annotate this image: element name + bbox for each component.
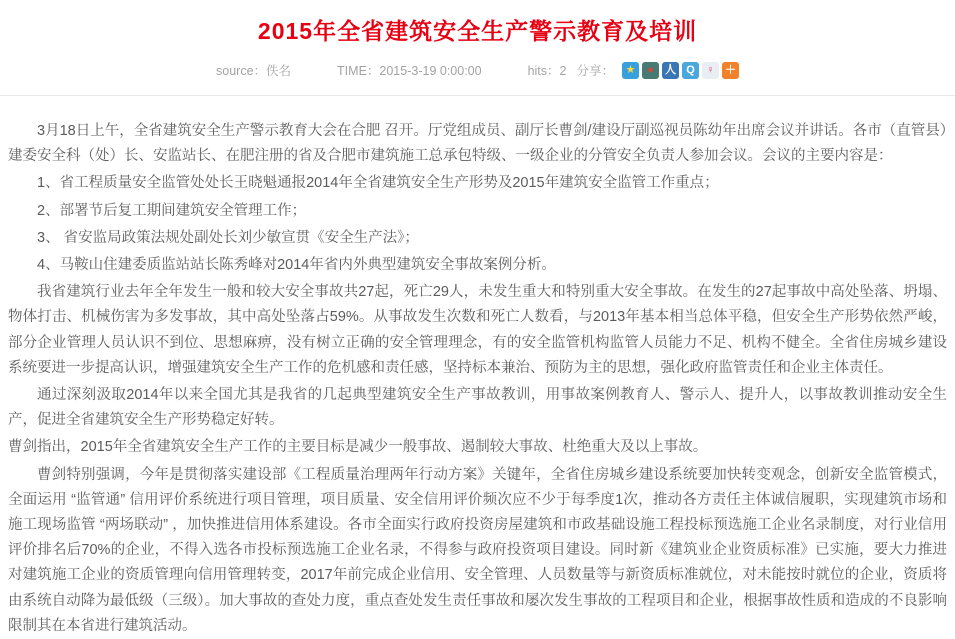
meta-hits	[528, 61, 567, 79]
share-label: 分享：	[576, 64, 614, 78]
paragraph: 3、 省安监局政策法规处副处长刘少敏宣贯《安全生产法》；	[37, 229, 419, 246]
qzone-star-share-icon[interactable]: ★	[622, 62, 639, 79]
meta-time	[337, 61, 482, 79]
source-label: source：	[216, 64, 267, 78]
meta-source	[216, 61, 291, 79]
renren-share-icon[interactable]: 人	[662, 62, 679, 79]
article-meta	[10, 61, 945, 79]
tencent-weibo-share-icon[interactable]: Q	[682, 62, 699, 79]
time-label: TIME：	[337, 64, 380, 78]
paragraph: 3月18日上午，全省建筑安全生产警示教育大会在合肥 召开。厅党组成员、副厅长曹剑/建设厅副巡视员陈幼年出席会议并讲话。各市（直管县）建委安全科（处）长、安监站长、在肥注册的省及合肥市建筑施工总承包特级、一级企业的分管安全负责人参加会议。会议的主要内容是：	[8, 123, 947, 165]
source-value: 佚名	[266, 64, 292, 78]
more-share-icon[interactable]: ＋	[722, 62, 739, 79]
sina-weibo-share-icon[interactable]: ●	[642, 62, 659, 79]
time-value: 2015-3-19 0:00:00	[379, 64, 482, 78]
article-body	[0, 96, 955, 639]
article-header	[0, 0, 955, 96]
page-title: 2015年全省建筑安全生产警示教育及培训	[257, 18, 698, 44]
paragraph: 4、马鞍山住建委质监站站长陈秀峰对2014年省内外典型建筑安全事故案例分析。	[37, 257, 556, 274]
share-icon-group	[622, 62, 739, 79]
paragraph: 我省建筑行业去年全年发生一般和较大安全事故共27起，死亡29人，未发生重大和特别重大安全事故。在发生的27起事故中高处坠落、坍塌、物体打击、机械伤害为多发事故，其中高处坠落占59%。从事故发生次数和死亡人数看，与2013年基本相当总体平稳，但安全生产形势依然严峻，部分企业管理人员认识不到位、思想麻痹，没有树立正确的安全管理理念，有的安全监管机构监管人员能力不足、机构不健全。全省住房城乡建设系统要进一步提高认识，增强建筑安全生产工作的危机感和责任感，坚持标本兼治、预防为主的思想，强化政府监管责任和企业主体责任。	[8, 284, 947, 376]
paragraph: 1、省工程质量安全监管处处长王晓魁通报2014年全省建筑安全生产形势及2015年建筑安全监管工作重点；	[37, 175, 719, 192]
paragraph: 曹剑特别强调，今年是贯彻落实建设部《工程质量治理两年行动方案》关键年，全省住房城乡建设系统要加快转变观念，创新安全监管模式，全面运用 “监管通” 信用评价系统进行项目管理，项目质量、安全信用评价频次应不少于每季度1次，推动各方责任主体诚信履职，实现建筑市场和施工现场监管 “两场联动” ，加快推进信用体系建设。各市全面实行政府投资房屋建筑和市政基础设施工程投标预选施工企业名录制度，对行业信用评价排名后70%的企业，不得入选各市投标预选施工企业名录，不得参与政府投资项目建设。同时新《建筑业企业资质标准》已实施，要大力推进对建筑施工企业的资质管理向信用管理转变，2017年前完成企业信用、安全管理、人员数量等与新资质标准就位，对未能按时就位的企业，资质将由系统自动降为最低级（三级）。加大事故的查处力度，重点查处发生责任事故和屡次发生事故的工程项目和企业，根据事故性质和造成的不良影响限制其在本省进行建筑活动。	[8, 466, 947, 634]
share-bar	[576, 61, 739, 79]
hits-value: 2	[559, 64, 567, 78]
paragraph: 2、部署节后复工期间建筑安全管理工作；	[37, 202, 307, 219]
paragraph: 通过深刻汲取2014年以来全国尤其是我省的几起典型建筑安全生产事故教训，用事故案例教育人、警示人、提升人，以事故教训推动安全生产，促进全省建筑安全生产形势稳定好转。	[8, 387, 947, 429]
hits-label: hits：	[527, 64, 560, 78]
qq-friends-share-icon[interactable]: ♀	[702, 62, 719, 79]
paragraph: 曹剑指出，2015年全省建筑安全生产工作的主要目标是减少一般事故、遏制较大事故、杜绝重大及以上事故。	[8, 439, 708, 456]
